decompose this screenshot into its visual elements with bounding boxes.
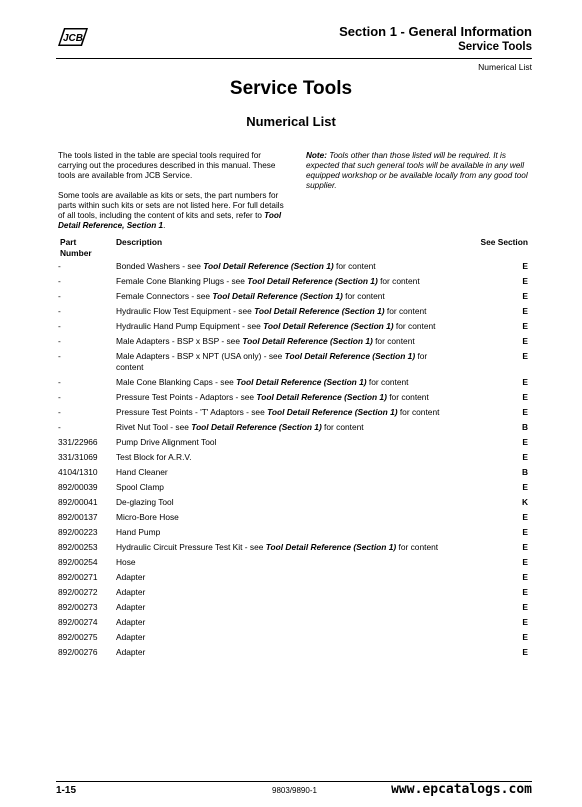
part-number: - [58, 377, 61, 387]
see-section: E [522, 482, 528, 492]
note-label: Note: [306, 151, 327, 160]
description-reference: Tool Detail Reference (Section 1) [212, 291, 343, 301]
part-number: 892/00271 [58, 572, 98, 582]
part-number: 331/31069 [58, 452, 98, 462]
description-suffix: for content [342, 291, 385, 301]
description-text: Hand Cleaner [116, 467, 168, 477]
description-text: Hose [116, 557, 136, 567]
description-text: Bonded Washers - see [116, 261, 204, 271]
description-text: Male Cone Blanking Caps - see [116, 377, 237, 387]
see-section: E [522, 512, 528, 522]
description-text: Spool Clamp [116, 482, 164, 492]
part-number: - [58, 306, 61, 316]
table-row [58, 334, 528, 349]
description-suffix: for content [333, 261, 376, 271]
description-text: Micro-Bore Hose [116, 512, 179, 522]
see-section: E [522, 632, 528, 642]
page-title: Service Tools [229, 78, 353, 99]
description [116, 274, 452, 289]
tools-table [58, 237, 528, 660]
description [116, 480, 452, 495]
description-text: Hydraulic Hand Pump Equipment - see [116, 321, 264, 331]
table-row [58, 480, 528, 495]
table-row [58, 319, 528, 334]
description [116, 450, 452, 465]
description [116, 585, 452, 600]
see-section: E [522, 407, 528, 417]
see-section: E [522, 452, 528, 462]
see-section: E [522, 572, 528, 582]
description-text: Pressure Test Points - 'T' Adaptors - see [116, 407, 268, 417]
see-section: E [522, 351, 528, 361]
table-row [58, 600, 528, 615]
description-text: Adapter [116, 602, 146, 612]
table-row [58, 289, 528, 304]
section-subtitle: Service Tools [458, 41, 532, 53]
description [116, 349, 452, 375]
description-reference: Tool Detail Reference (Section 1) [265, 542, 397, 552]
see-section: E [522, 321, 528, 331]
part-number: 892/00276 [58, 647, 98, 657]
description-reference: Tool Detail Reference (Section 1) [247, 276, 378, 286]
table-row [58, 375, 528, 390]
intro-p2-end: . [163, 221, 166, 230]
see-section: E [522, 336, 528, 346]
description-reference: Tool Detail Reference (Section 1) [254, 306, 385, 316]
description-reference: Tool Detail Reference (Section 1) [203, 261, 334, 271]
table-row [58, 630, 528, 645]
intro-text [58, 151, 290, 241]
part-number: 892/00041 [58, 497, 98, 507]
description [116, 645, 452, 660]
description [116, 600, 452, 615]
see-section: E [522, 557, 528, 567]
description-text: Pressure Test Points - Adaptors - see [116, 392, 257, 402]
part-number: 4104/1310 [58, 467, 98, 477]
table-row [58, 495, 528, 510]
description-text: Hydraulic Flow Test Equipment - see [116, 306, 255, 316]
description-text: De-glazing Tool [116, 497, 174, 507]
description-text: Adapter [116, 647, 146, 657]
description [116, 420, 452, 435]
watermark: www.epcatalogs.com [391, 782, 532, 797]
description-suffix: for content [366, 377, 409, 387]
description-suffix: for content [393, 321, 436, 331]
description-text: Hand Pump [116, 527, 161, 537]
description [116, 630, 452, 645]
part-number: 892/00272 [58, 587, 98, 597]
description-suffix: for content [397, 407, 440, 417]
description-suffix: for content [377, 276, 420, 286]
part-number: 892/00137 [58, 512, 98, 522]
description [116, 390, 452, 405]
part-number: 892/00274 [58, 617, 98, 627]
see-section: B [521, 422, 528, 432]
description-reference: Tool Detail Reference (Section 1) [263, 321, 394, 331]
description [116, 289, 452, 304]
header-see-section: See Section [480, 237, 528, 247]
description [116, 540, 452, 555]
description [116, 375, 452, 390]
see-section: E [522, 306, 528, 316]
part-number: - [58, 351, 61, 361]
description [116, 319, 452, 334]
table-row [58, 435, 528, 450]
description-reference: Tool Detail Reference (Section 1) [267, 407, 398, 417]
see-section: K [521, 497, 528, 507]
see-section: E [522, 261, 528, 271]
table-row [58, 304, 528, 319]
part-number: 892/00254 [58, 557, 98, 567]
description-suffix: for content [116, 351, 428, 372]
description-text: Adapter [116, 572, 146, 582]
description [116, 334, 452, 349]
see-section: E [522, 276, 528, 286]
description-text: Adapter [116, 632, 146, 642]
description-reference: Tool Detail Reference (Section 1) [191, 422, 322, 432]
description-text: Male Adapters - BSP x NPT (USA only) - see [116, 351, 285, 361]
description [116, 510, 452, 525]
part-number: - [58, 392, 61, 402]
description-text: Female Cone Blanking Plugs - see [116, 276, 248, 286]
page-subtitle: Numerical List [246, 114, 336, 129]
part-number: - [58, 276, 61, 286]
description-text: Adapter [116, 587, 146, 597]
header-part-number: Part Number [60, 237, 92, 258]
description [116, 405, 452, 420]
table-body [58, 259, 528, 660]
table-header [58, 237, 528, 259]
footer-doc-code: 9803/9890-1 [272, 786, 317, 795]
table-row [58, 510, 528, 525]
note-body: Tools other than those listed will be required. It is expected that such general tools will be available in any well equipped workshop or be available locally from any good tool supplier. [306, 151, 528, 190]
part-number: 892/00039 [58, 482, 98, 492]
see-section: E [522, 587, 528, 597]
description-suffix: for content [384, 306, 427, 316]
see-section: E [522, 377, 528, 387]
see-section: E [522, 291, 528, 301]
part-number: 892/00275 [58, 632, 98, 642]
intro-paragraph-1: The tools listed in the table are special tools required for carrying out the procedures described in this manual. These tools are available from JCB Service. [58, 151, 276, 180]
see-section: E [522, 617, 528, 627]
description-text: Hydraulic Circuit Pressure Test Kit - see [116, 542, 266, 552]
description [116, 555, 452, 570]
part-number: - [58, 422, 61, 432]
see-section: B [521, 467, 528, 477]
header-description: Description [116, 237, 163, 247]
see-section: E [522, 392, 528, 402]
part-number: - [58, 407, 61, 417]
description-text: Pump Drive Alignment Tool [116, 437, 217, 447]
see-section: E [522, 602, 528, 612]
part-number: - [58, 321, 61, 331]
description-reference: Tool Detail Reference (Section 1) [284, 351, 416, 361]
description-text: Test Block for A.R.V. [116, 452, 192, 462]
see-section: E [522, 437, 528, 447]
section-title: Section 1 - General Information [339, 24, 532, 39]
part-number: 892/00253 [58, 542, 98, 552]
table-row [58, 525, 528, 540]
table-row [58, 349, 528, 375]
description [116, 495, 452, 510]
table-row [58, 465, 528, 480]
see-section: E [522, 527, 528, 537]
description-suffix: for content [396, 542, 439, 552]
description [116, 570, 452, 585]
table-row [58, 420, 528, 435]
table-row [58, 259, 528, 274]
description-text: Female Connectors - see [116, 291, 213, 301]
description-reference: Tool Detail Reference (Section 1) [236, 377, 367, 387]
part-number: - [58, 336, 61, 346]
footer-page-number: 1-15 [56, 785, 77, 796]
table-row [58, 555, 528, 570]
table-row [58, 540, 528, 555]
table-row [58, 585, 528, 600]
part-number: - [58, 291, 61, 301]
description-suffix: for content [386, 392, 429, 402]
part-number: 331/22966 [58, 437, 98, 447]
table-row [58, 274, 528, 289]
table-row [58, 645, 528, 660]
description [116, 304, 452, 319]
part-number: 892/00273 [58, 602, 98, 612]
see-section: E [522, 542, 528, 552]
table-row [58, 615, 528, 630]
description [116, 259, 452, 274]
description [116, 615, 452, 630]
logo-text: JCB [62, 33, 84, 44]
header-rule [56, 58, 532, 59]
description [116, 525, 452, 540]
table-row [58, 570, 528, 585]
see-section: E [522, 647, 528, 657]
note-text [306, 151, 534, 191]
intro-paragraph-2 [58, 191, 290, 231]
description-text: Rivet Nut Tool - see [116, 422, 192, 432]
intro-p2-reference: Tool Detail Reference, Section 1 [58, 211, 282, 230]
description [116, 435, 452, 450]
description-text: Adapter [116, 617, 146, 627]
description-suffix: for content [321, 422, 364, 432]
page-label: Numerical List [478, 62, 532, 72]
description-text: Male Adapters - BSP x BSP - see [116, 336, 243, 346]
description-reference: Tool Detail Reference (Section 1) [256, 392, 387, 402]
table-row [58, 405, 528, 420]
table-row [58, 450, 528, 465]
jcb-logo [56, 26, 90, 48]
part-number: - [58, 261, 61, 271]
description [116, 465, 452, 480]
part-number: 892/00223 [58, 527, 98, 537]
table-row [58, 390, 528, 405]
intro-p2-text: Some tools are available as kits or sets, the part numbers for parts within such kits or sets are not listed here. For full details of all tools, including the content of kits and sets, refer to [58, 191, 284, 220]
description-suffix: for content [372, 336, 415, 346]
description-reference: Tool Detail Reference (Section 1) [242, 336, 373, 346]
